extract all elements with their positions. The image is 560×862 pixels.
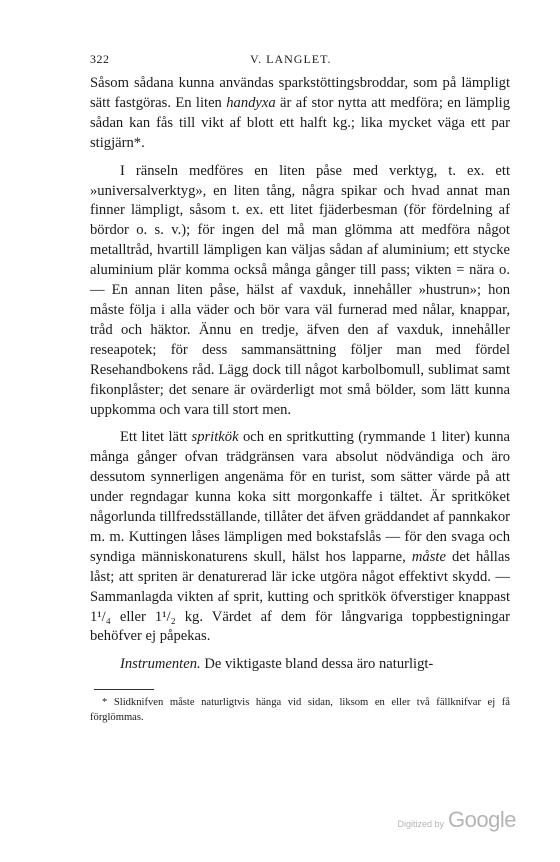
google-logo: Google [448,807,516,832]
running-head: V. LANGLET. [250,52,332,66]
paragraph-3-text-c: det hållas låst; att spriten är denaturerad lär icke utgöra något effektivt skydd. — Sammanlagda vikten af sprit, kutting och spritkök öfverstiger knappast 1¹/₄ eller 1¹/₂ kg. Värdet af dem för långvariga toppbestigningar behöfver ej påpekas. [90,548,511,645]
digitized-by-google-watermark [398,807,516,833]
footnote-rule [94,689,154,690]
book-page [90,52,510,725]
paragraph-gap [90,647,510,655]
paragraph-4-text: De viktigaste bland dessa äro naturligt- [200,656,434,673]
watermark-prefix: Digitized by [397,819,445,829]
paragraph-3-emphasis-a: spritkök [191,429,239,446]
paragraph-1-emphasis: handyxa [226,94,276,111]
footnote: * Slidknifven måste naturligtvis hänga vid sidan, liksom en eller två fällknifvar ej få förglömmas. [90,697,510,724]
paragraph-1-text-a: Såsom sådana kunna användas sparkstöttingsbroddar, som på lämpligt sätt fastgöras. En liten [90,75,510,111]
paragraph-3-emphasis-b: måste [411,548,446,565]
paragraph-3-text-b: och en spritkutting (rymmande 1 liter) kunna många gånger ofvan trädgränsen vara absolut nödvändiga och äro dessutom synnerligen angenäma för en turist, som sätter värde på att under regndagar kunna koka sitt morgonkaffe i tältet. Är spritköket någorlunda tillfredsställande, tillåter det äfven gräddandet af pannkakor m. m. Kuttingen låses lämpligen med bokstafslås — för den svaga och syndiga människonaturens skull, hälst hos lapparne, [90,429,510,565]
page-header [90,52,510,74]
paragraph-1 [90,74,510,154]
paragraph-2: I ränseln medföres en liten påse med verktyg, t. ex. ett »universalverktyg», en liten tång, några spikar och hvad annat man finner lämpligt, såsom t. ex. ett litet fjäderbesman (för fördelning af bördor o. s. v.); för ingen del må man glömma att medföra något metalltråd, hvartill lämpligen kan väljas sådan af aluminium; ett stycke aluminium plär komma också många gånger till pass; vikten = nära o. — En annan liten påse, hälst af vaxduk, innehåller »hustrun»; hon måste följa i alla väder och bör vara väl furnerad med nålar, knappar, tråd och häktor. Ännu en tredje, äfven den af vaxduk, innehåller reseapotek; för dess sammansättning följer man med fördel Resehandbokens råd. Lägg dock till något karbolbomull, sublimat samt fikonplåster; det senare är ovärderligt mot små bölder, som lätt kunna uppkomma och vara till stort men. [90,162,510,418]
paragraph-gap [90,420,510,428]
section-heading-instrumenten: Instrumenten. [120,656,201,673]
paragraph-1-text-b: är af stor nytta att medföra; en lämplig sådan kan fås till vikt af blott ett halft kg.; lika mycket väga ett par stigjärn*. [90,94,511,151]
paragraph-3 [90,428,510,647]
paragraph-4 [90,655,510,675]
paragraph-3-text-a: Ett litet lätt [120,429,192,446]
page-number: 322 [90,52,110,66]
paragraph-gap [90,154,510,162]
